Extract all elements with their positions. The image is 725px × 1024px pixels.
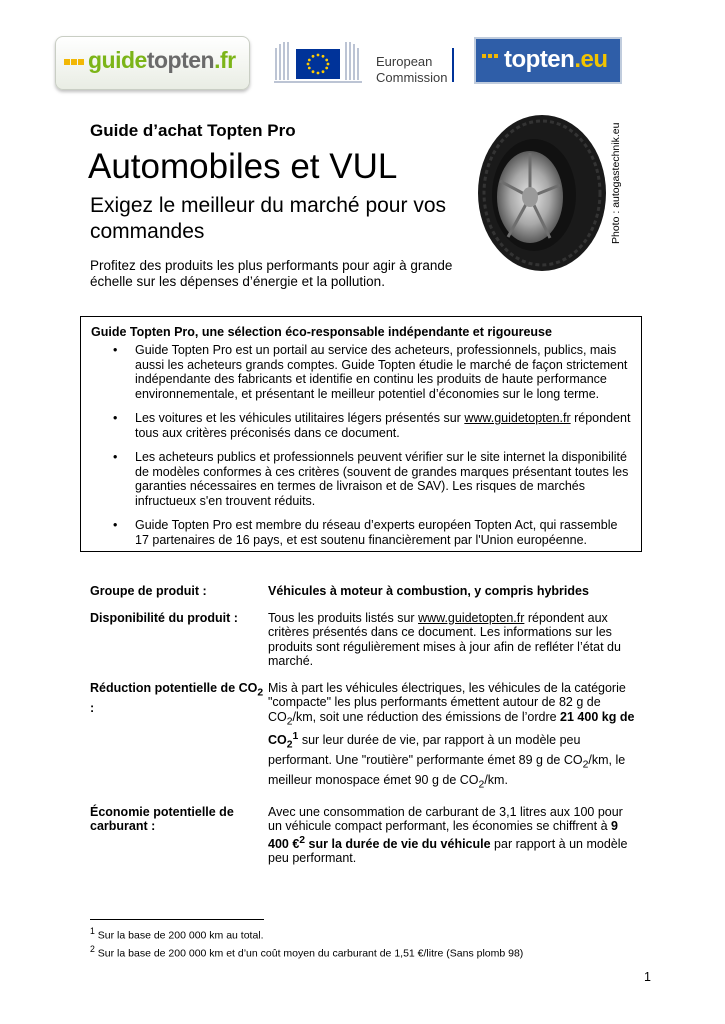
list-item: • Les voitures et les véhicules utilitaires légers présentés sur www.guidetopten.fr répondent tous aux critères préconisés dans ce document. bbox=[113, 411, 631, 440]
row-value: Avec une consommation de carburant de 3,1 litres aux 100 pour un véhicule compact performant, les économies se chiffrent à 9 400 €$^2$ sur la durée de vie du véhicule par rapport à un modèle peu performant. bbox=[268, 804, 628, 866]
logo-dots bbox=[64, 52, 88, 60]
guidetopten-logo bbox=[55, 36, 250, 90]
guidetopten-logo-text: guidetopten.fr bbox=[88, 47, 236, 73]
row-label: Économie potentielle de carburant : bbox=[90, 804, 234, 834]
table-row bbox=[90, 681, 640, 793]
guidetopten-link[interactable]: www.guidetopten.fr bbox=[418, 610, 525, 625]
table-row bbox=[90, 584, 640, 599]
info-box bbox=[80, 316, 642, 552]
page-number: 1 bbox=[644, 970, 651, 984]
guide-kicker: Guide d’achat Topten Pro bbox=[90, 121, 296, 140]
footnote-2: $^2$ Sur la base de 200 000 km et d’un coût moyen du carburant de 1,51 €/litre (Sans plomb 98) bbox=[90, 943, 524, 959]
bullet: • bbox=[113, 450, 118, 464]
footnote-1: $^1$ Sur la base de 200 000 km au total. bbox=[90, 926, 264, 942]
bullet: • bbox=[113, 411, 118, 425]
topten-eu-logo-text: topten.eu bbox=[504, 46, 608, 73]
footnotes bbox=[90, 925, 523, 960]
guidetopten-link[interactable]: www.guidetopten.fr bbox=[464, 411, 571, 425]
row-value: Véhicules à moteur à combustion, y compris hybrides bbox=[268, 584, 589, 598]
row-label: Réduction potentielle de $CO_2$ : bbox=[90, 680, 264, 715]
row-value: Mis à part les véhicules électriques, les véhicules de la catégorie "compacte" les plus performants émettent autour de 82 g de $CO_2/km$, soit une réduction des émissions de l’ordre 21 400 kg de $CO_2^1$ sur leur durée de vie, par rapport à un modèle peu performant. Une "routière" performante émet 89 g de $CO_2/km$, le meilleur monospace émet 90 g de $CO_2/km$. bbox=[268, 680, 635, 791]
intro-paragraph: Profitez des produits les plus performants pour agir à grande échelle sur les dépenses d’énergie et la pollution. bbox=[90, 258, 453, 289]
footnote-rule bbox=[90, 919, 264, 920]
info-list bbox=[81, 343, 631, 557]
logo-dots bbox=[482, 45, 502, 51]
eu-flag-icon bbox=[296, 49, 340, 79]
tyre-image bbox=[470, 113, 608, 273]
photo-credit: Photo : autogastechnik.eu bbox=[610, 122, 622, 244]
info-box-title: Guide Topten Pro, une sélection éco-responsable indépendante et rigoureuse bbox=[91, 325, 552, 339]
page-title: Automobiles et VUL bbox=[88, 147, 398, 186]
list-item: • Les acheteurs publics et professionnels peuvent vérifier sur le site internet la disponibilité de modèles conformes à ces critères (souvent de grandes marques présentant toutes les garanties nécessaires en termes de livraison et de SAV). Les risques de marchés infructueux s'en trouvent réduits. bbox=[113, 450, 629, 508]
row-label: Disponibilité du produit : bbox=[90, 610, 238, 625]
row-value: Tous les produits listés sur www.guidetopten.fr répondent aux critères présentés dans ce document. Les informations sur les produits sont régulièrement mises à jour afin de refléter l’état du marché. bbox=[268, 610, 621, 668]
list-item: • Guide Topten Pro est membre du réseau d’experts européen Topten Act, qui rassemble 17 partenaires de 16 pays, et est soutenu financièrement par l'Union européenne. bbox=[113, 518, 618, 547]
bullet: • bbox=[113, 518, 118, 532]
table-row bbox=[90, 611, 640, 669]
ec-logo-text: European Commission bbox=[376, 54, 448, 85]
list-item: • Guide Topten Pro est un portail au service des acheteurs, professionnels, publics, mais aussi les acheteurs grands comptes. Guide Topten étudie le marché de façon strictement indépendante des fabricants et identifie en continu les produits de haute performance environnementale, et présentant le meilleur potentiel d’économies sur le long terme. bbox=[113, 343, 628, 401]
ec-logo-bar bbox=[452, 48, 454, 82]
row-label: Groupe de produit : bbox=[90, 584, 207, 598]
product-table bbox=[90, 584, 640, 878]
european-commission-logo bbox=[272, 36, 464, 88]
topten-eu-logo bbox=[474, 37, 622, 84]
table-row bbox=[90, 805, 640, 866]
bullet: • bbox=[113, 343, 118, 357]
page-subtitle: Exigez le meilleur du marché pour vos commandes bbox=[90, 194, 446, 243]
